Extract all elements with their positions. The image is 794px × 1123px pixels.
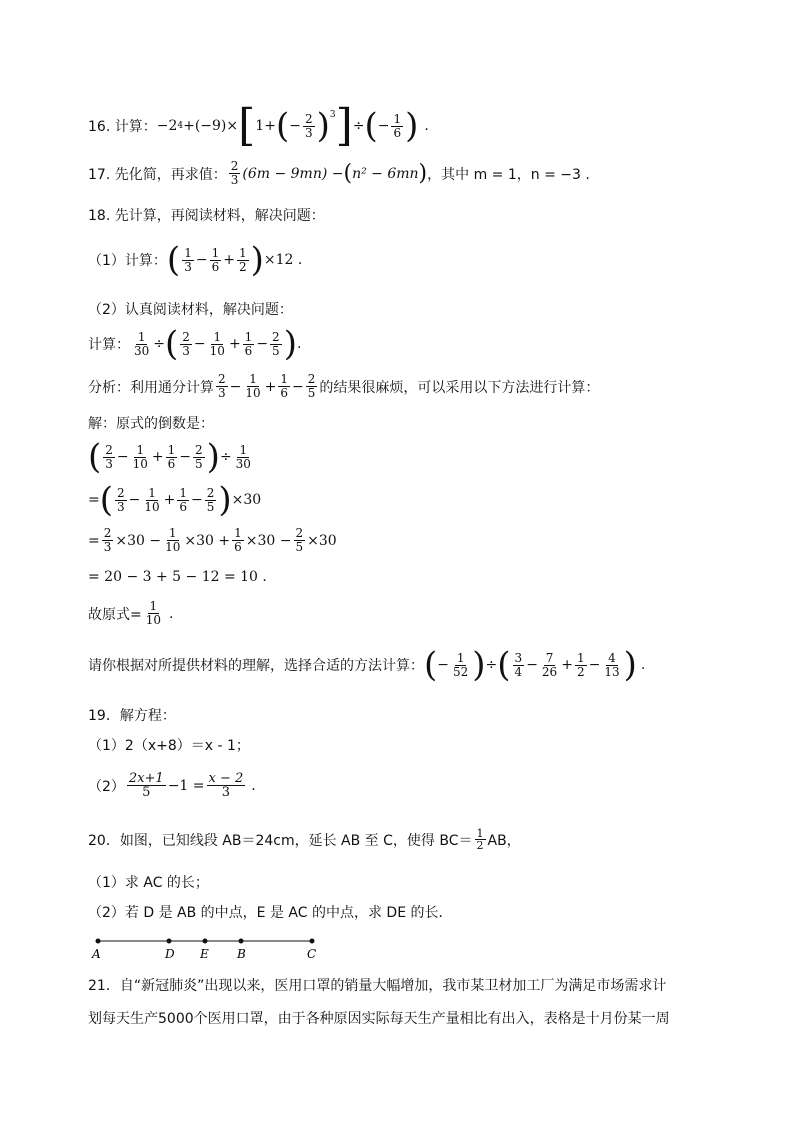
q18-calc: 计算： $\frac{1}{30}$ ÷ ( 2 3 − $\frac{1}{10}$ + $\frac{1}{6}$ − $\frac{2}{5}$ ) . bbox=[88, 324, 302, 364]
segment-diagram bbox=[85, 932, 325, 962]
q16-expr-a: −2 bbox=[156, 118, 178, 134]
label-b: B bbox=[237, 947, 246, 961]
q16-bracket-close: ] bbox=[335, 100, 353, 151]
q16-label: 16. 计算： bbox=[88, 119, 157, 135]
q20-intro: 20．如图，已知线段 AB＝24cm，延长 AB 至 C，使得 BC＝ 1 2 AB， bbox=[88, 827, 521, 852]
point-d bbox=[167, 939, 172, 944]
q17-line: 17. 先化简，再求值： 2 3 (6m − 9mn) − ( n² − 6mn ) ，其中 m = 1，n = −3 . bbox=[88, 159, 590, 187]
q18-result: 故原式= $\frac{1}{10}$ . bbox=[88, 599, 174, 627]
q19-part1: （1）2（x+8）＝x - 1； bbox=[88, 738, 250, 754]
label-d: D bbox=[165, 947, 175, 961]
q18-part2: （2）认真阅读材料，解决问题： bbox=[88, 302, 293, 318]
q19-label: 19．解方程： bbox=[88, 708, 176, 724]
q18-ask: 请你根据对所提供材料的理解，选择合适的方法计算： ( − $\frac{1}{52}$ ) ÷ ( 3 4 − $\frac{7}{26}$ + $\frac{1}{2}$ − $\frac{4}{13}$ ) . bbox=[88, 645, 646, 685]
q17-condition: ，其中 m = 1，n = −3 . bbox=[427, 166, 590, 183]
q16-frac: $\frac{2}{3}$ bbox=[304, 111, 313, 140]
q16-exponent: 4 bbox=[177, 121, 184, 131]
q16-paren2-open: ( bbox=[364, 106, 378, 146]
q18-step4: = 20 − 3 + 5 − 12 = 10 . bbox=[88, 569, 267, 585]
q17-expr2: n² − 6mn bbox=[352, 165, 419, 182]
q16-paren-close: ) bbox=[316, 106, 330, 146]
q16-end: . bbox=[424, 118, 429, 134]
q17-label: 17. 先化简，再求值： bbox=[88, 166, 227, 183]
q16-one-plus: 1+ bbox=[255, 118, 276, 134]
q18-intro: 18. 先计算，再阅读材料，解决问题： bbox=[88, 208, 325, 224]
label-e: E bbox=[200, 947, 209, 961]
q18-p1-times: ×12 . bbox=[263, 252, 303, 268]
q16-paren2-close: ) bbox=[405, 106, 419, 146]
q20-part2: （2）若 D 是 AB 的中点，E 是 AC 的中点，求 DE 的长． bbox=[88, 905, 453, 921]
q16-div: ÷ bbox=[352, 118, 365, 134]
q18-solution: 解：原式的倒数是： bbox=[88, 416, 214, 432]
q21-line1: 21．自“新冠肺炎”出现以来，医用口罩的销量大幅增加，我市某卫材加工厂为满足市场需求计 bbox=[88, 978, 667, 994]
point-c bbox=[310, 939, 315, 944]
q16-line: 16. 计算： −2 4 +(−9)× [ 1+ ( − $\frac{2}{3}$ ) 3 ] ÷ ( − $\frac{1}{6}$ ) . bbox=[88, 100, 429, 151]
point-b bbox=[239, 939, 244, 944]
q16-expr-b: +(−9)× bbox=[183, 118, 239, 134]
q18-step1: ( 2 3 − $\frac{1}{10}$ + $\frac{1}{6}$ − $\frac{2}{5}$ ) ÷ $\frac{1}{30}$ bbox=[88, 437, 251, 477]
q16-frac2: $\frac{1}{6}$ bbox=[393, 111, 402, 140]
q18-step3: = $\frac{2}{3}$ ×30 − $\frac{1}{10}$ ×30 + $\frac{1}{6}$ ×30 − $\frac{2}{5}$ ×30 bbox=[88, 526, 337, 554]
q17-frac: 2 3 bbox=[230, 159, 239, 187]
q18-part1: （1）计算： ( 1 3 − $\frac{1}{6}$ + $\frac{1}{2}$ ) ×12 . bbox=[88, 240, 303, 280]
point-a bbox=[96, 939, 101, 944]
q18-analysis: 分析：利用通分计算 2 3 − $\frac{1}{10}$ + $\frac{1}{6}$ − $\frac{2}{5}$ 的结果很麻烦，可以采用以下方法进行计算： bbox=[88, 372, 600, 400]
q18-step2: = ( 2 3 − $\frac{1}{10}$ + $\frac{1}{6}$ − $\frac{2}{5}$ ) ×30 bbox=[88, 480, 262, 520]
q16-paren-open: ( bbox=[275, 106, 290, 146]
q21-line2: 划每天生产5000个医用口罩，由于各种原因实际每天生产量相比有出入，表格是十月份某一周 bbox=[88, 1011, 670, 1027]
q16-cube: 3 bbox=[329, 110, 336, 120]
q17-expr1: (6m − 9mn) − bbox=[242, 165, 344, 182]
label-a: A bbox=[92, 947, 101, 961]
q16-bracket-open: [ bbox=[238, 100, 256, 151]
q19-part2: （2） 2x+1 5 −1 = $\frac{x - 2}{3}$ . bbox=[88, 771, 256, 800]
point-e bbox=[203, 939, 208, 944]
q20-part1: （1）求 AC 的长； bbox=[88, 875, 209, 891]
q18-p1-label: （1）计算： bbox=[88, 253, 167, 269]
label-c: C bbox=[307, 947, 317, 961]
